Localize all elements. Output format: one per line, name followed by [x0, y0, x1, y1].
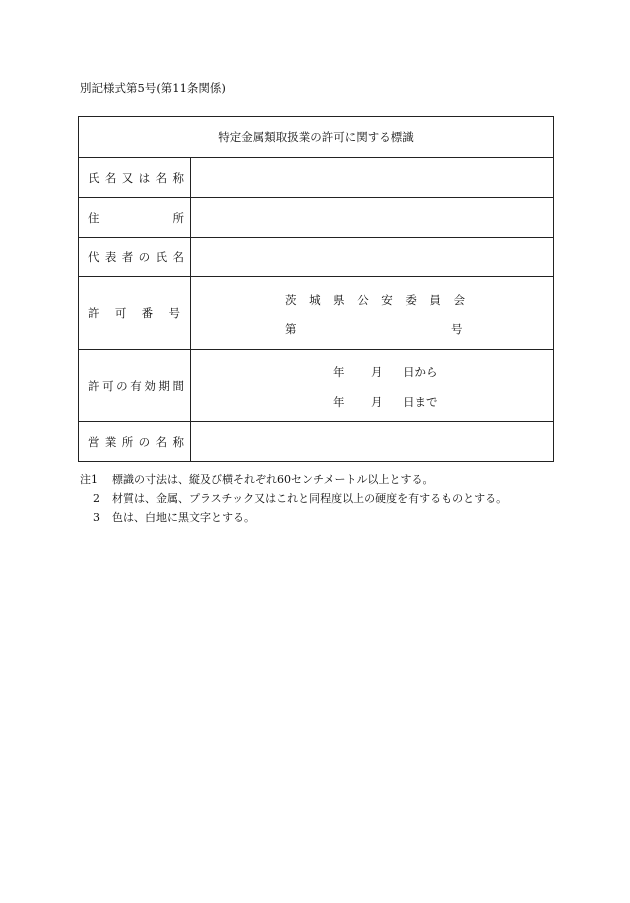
to-day: 日まで	[403, 395, 438, 409]
label-char: 氏	[155, 250, 168, 264]
label-char: 号	[168, 306, 180, 320]
note-number: 3	[93, 511, 100, 524]
label-char: 期	[158, 378, 170, 393]
sign-title-row	[79, 117, 553, 157]
label-char: 委	[405, 293, 417, 307]
label-char: 氏	[88, 170, 100, 185]
note-number: 注1	[80, 473, 98, 486]
label-char: 茨	[285, 293, 297, 307]
label-char: 所	[172, 210, 184, 225]
label-char: 又	[121, 170, 134, 185]
label-char: 名	[155, 170, 168, 185]
label-char: 所	[121, 434, 134, 449]
label-name	[88, 170, 184, 186]
label-char: 許	[88, 378, 100, 393]
sign-table	[78, 116, 554, 462]
label-char: 許	[88, 306, 100, 320]
row-representative	[79, 237, 553, 276]
label-char: 有	[130, 378, 142, 393]
note-number: 2	[93, 492, 100, 505]
value-validity-period	[191, 350, 553, 421]
value-name	[191, 158, 553, 197]
label-char: 公	[357, 293, 369, 307]
label-char: 表	[104, 250, 117, 264]
row-validity-period	[79, 349, 553, 421]
label-address	[88, 210, 184, 226]
label-char: 代	[88, 250, 100, 264]
label-char: 県	[333, 293, 345, 307]
label-char: 住	[88, 210, 100, 225]
label-char: 番	[141, 306, 154, 320]
value-representative	[191, 238, 553, 276]
label-char: 名	[155, 434, 168, 449]
permit-go: 号	[451, 322, 463, 336]
to-year: 年	[333, 395, 345, 409]
value-permit-number	[191, 277, 553, 349]
label-char: 会	[453, 293, 465, 307]
sign-title: 特定金属類取扱業の許可に関する標識	[218, 130, 414, 144]
label-office-name	[88, 434, 184, 450]
form-number-header: 別記様式第5号(第11条関係)	[80, 81, 226, 95]
label-char: は	[138, 170, 151, 185]
label-char: 名	[104, 170, 117, 185]
notes	[80, 470, 550, 527]
note-text: 色は、白地に黒文字とする。	[112, 511, 255, 524]
note-item	[80, 489, 550, 508]
label-char: 員	[429, 293, 441, 307]
note-item	[80, 508, 550, 527]
row-permit-number	[79, 276, 553, 349]
label-char: 者	[121, 250, 134, 264]
label-char: 城	[309, 293, 321, 307]
value-address	[191, 198, 553, 237]
row-office-name	[79, 421, 553, 461]
label-char: の	[138, 434, 151, 449]
label-char: 可	[102, 378, 114, 393]
label-char: 名	[172, 250, 184, 264]
value-office-name	[191, 422, 553, 461]
label-char: の	[116, 378, 128, 393]
label-char: 称	[172, 170, 184, 185]
label-char: 業	[104, 434, 117, 449]
row-address	[79, 197, 553, 237]
note-item	[80, 470, 550, 489]
label-char: 効	[144, 378, 156, 393]
row-name	[79, 157, 553, 197]
label-char: 間	[172, 378, 184, 393]
label-char: の	[138, 250, 151, 264]
from-month: 月	[371, 365, 383, 379]
issuing-committee	[285, 292, 465, 308]
label-permit-number	[88, 305, 180, 321]
label-char: 可	[114, 306, 127, 320]
label-representative	[88, 249, 184, 265]
from-year: 年	[333, 365, 345, 379]
note-text: 材質は、金属、プラスチック又はこれと同程度以上の硬度を有するものとする。	[112, 492, 508, 505]
from-day: 日から	[403, 365, 438, 379]
label-char: 安	[381, 293, 393, 307]
label-char: 称	[172, 434, 184, 449]
permit-dai: 第	[285, 322, 297, 336]
label-char: 営	[88, 434, 100, 449]
note-text: 標識の寸法は、縦及び横それぞれ60センチメートル以上とする。	[112, 473, 434, 486]
to-month: 月	[371, 395, 383, 409]
label-validity-period	[88, 378, 184, 394]
